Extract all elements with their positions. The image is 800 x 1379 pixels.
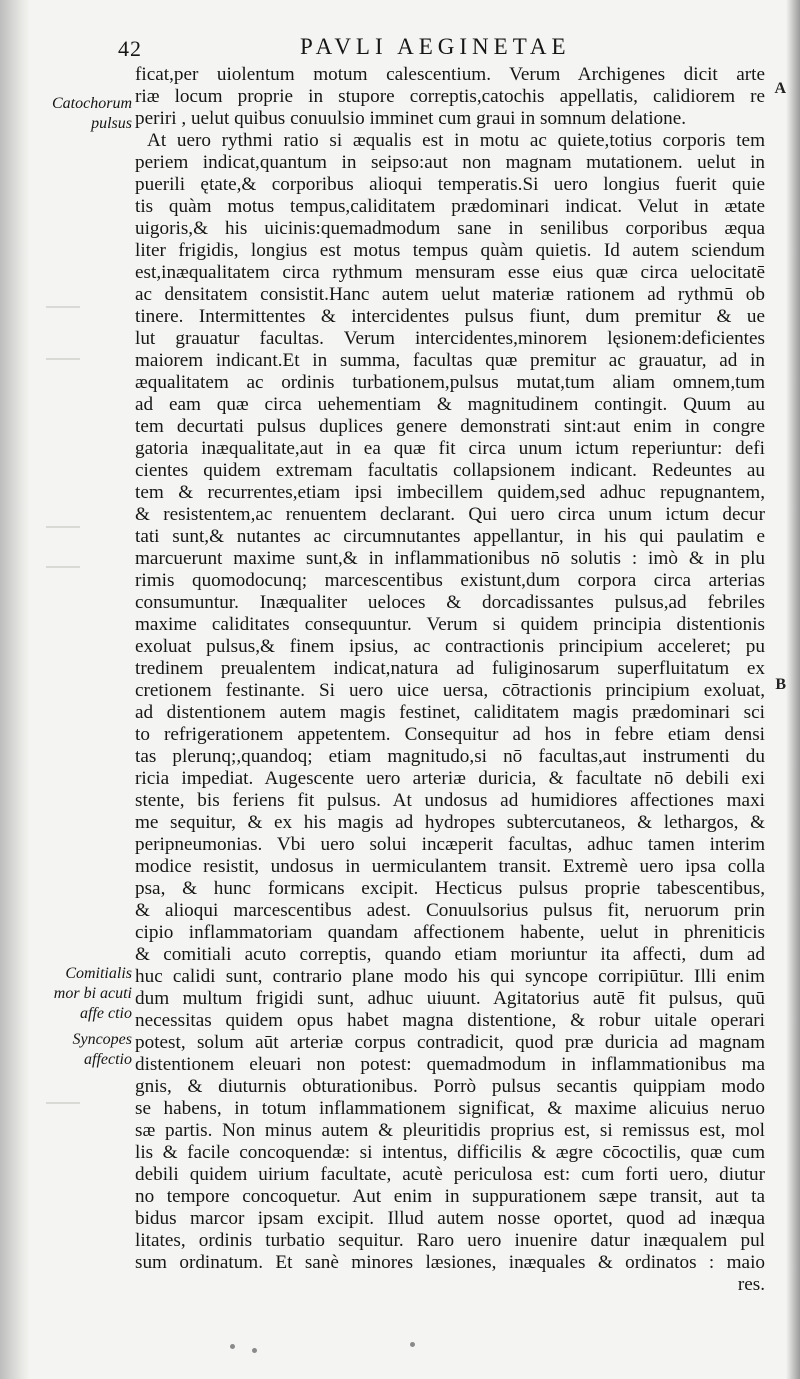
- text-line: tem & recurrentes,etiam ipsi imbecillem quidem,sed adhuc repugnantem,: [135, 482, 765, 503]
- text-line: periri , uelut quibus conuulsio imminet cum graui in somnum delatione.: [135, 108, 687, 129]
- text-line: cipio inflammatoriam quandam affectionem habente, uelut in phreniticis: [135, 922, 765, 943]
- text-line: ricia impediat. Augescente uero arteriæ duricia, & facultate nō debili exi: [135, 768, 765, 789]
- text-line: me sequitur, & ex his magis ad hydropes subtercutaneos, & lethargos, &: [135, 812, 765, 833]
- text-line: rimis quomodocunq; marcescentibus existunt,dum corpora circa arterias: [135, 570, 765, 591]
- text-line: lis & facile concoquendæ: si intentus, difficilis & ægre cōcoctilis, quæ cum: [135, 1142, 765, 1163]
- text-line: sum ordinatum. Et sanè minores læsiones, inæquales & ordinatos : maio: [135, 1252, 765, 1273]
- text-line: gatoria inæqualitate,aut in ea quæ fit circa unum ictum reperiuntur: defi: [135, 438, 765, 459]
- bottom-smudges: [200, 1338, 600, 1358]
- text-line: dum multum frigidi sunt, adhuc uiuunt. Agitatorius autē fit pulsus, quū: [135, 988, 765, 1009]
- text-line: riæ locum proprie in stupore correptis,catochis appellatis, calidiorem re: [135, 86, 765, 107]
- text-line: litates, ordinis turbatio sequitur. Raro uero inuenire datur inæqualem pul: [135, 1230, 765, 1251]
- catchword: res.: [737, 1274, 765, 1295]
- margin-note-syncopes: Syncopes affectio: [72, 1031, 132, 1068]
- text-line: maxime caliditates consequuntur. Verum si quidem principia distentionis: [135, 614, 765, 635]
- text-line: uigoris,& his uicinis:quemadmodum sane in senilibus corporibus æqua: [135, 218, 765, 239]
- text-line: maiorem indicant.Et in summa, facultas quæ premitur ac grauatur, ad in: [135, 350, 765, 371]
- text-line: puerili ętate,& corporibus alioqui temperatis.Si uero longius fuerit quie: [135, 174, 765, 195]
- text-line: æqualitatem ac ordinis turbationem,pulsus mutat,tum aliam omnem,tum: [135, 372, 765, 393]
- text-line: ad distentionem autem magis festinet, caliditatem magis prædominari sci: [135, 702, 765, 723]
- text-line: consumuntur. Inæqualiter ueloces & dorcadissantes pulsus,ad febriles: [135, 592, 765, 613]
- text-line: & resistentem,ac renuentem declarant. Qui uero circa unum ictum decur: [135, 504, 765, 525]
- text-line: tas plerunq;,quandoq; etiam magnitudo,si nō facultas,aut instrumenti du: [135, 746, 765, 767]
- text-line: debili quidem uirium facultate, acutè periculosa est: cum forti uero, diutur: [135, 1164, 765, 1185]
- text-line: to refrigerationem appetentem. Consequitur ad hos in febre etiam densi: [135, 724, 765, 745]
- text-line: necessitas quidem opus habet magna distentione, & robur uitale operari: [135, 1010, 765, 1031]
- section-marker-a: A: [774, 80, 786, 97]
- running-title: PAVLI AEGINETAE: [300, 34, 571, 59]
- page-number: 42: [118, 36, 142, 61]
- text-line: se habens, in totum inflammationem significat, & maxime alicuius neruo: [135, 1098, 765, 1119]
- margin-note-catochorum: Catochorum pulsus: [52, 95, 132, 132]
- margin-notes: [40, 66, 132, 1316]
- text-line: cretionem festinante. Si uero uice uersa, cōtractionis principium exoluat,: [135, 680, 765, 701]
- text-line: cientes quidem extremam facultatis collapsionem indicant. Redeuntes au: [135, 460, 765, 481]
- section-marker-b: B: [775, 676, 786, 693]
- text-line: & comitiali acuto correptis, quando etiam moriuntur ita affecti, dum ad: [135, 944, 765, 965]
- text-line: est,inæqualitatem circa rythmum mensuram esse eius quæ circa uelocitatē: [135, 262, 765, 283]
- body-text: [135, 64, 765, 1296]
- text-line: distentionem eleuari non potest: quemadmodum in inflammationibus ma: [135, 1054, 765, 1075]
- text-line: ac densitatem consistit.Hanc autem uelut materiæ rationem ad rythmū ob: [135, 284, 765, 305]
- text-line: tinere. Intermittentes & intercidentes pulsus fiunt, dum premitur & ue: [135, 306, 765, 327]
- text-line: tati sunt,& nutantes ac circumnutantes appellantur, in his qui paulatim e: [135, 526, 765, 547]
- text-line: bidus marcor ipsam excipit. Illud autem nosse oportet, quod ad inæqua: [135, 1208, 765, 1229]
- text-line: no tempore concoquetur. Aut enim in suppurationem sæpe transit, aut ta: [135, 1186, 765, 1207]
- text-line: tem decurtati pulsus duplices genere demonstrati sint:aut enim in congre: [135, 416, 765, 437]
- text-line: tis quàm motus tempus,caliditatem prædominari indicat. Velut in ætate: [135, 196, 765, 217]
- text-line: exoluat pulsus,& finem ipsius, ac contractionis principium acceleret; pu: [135, 636, 765, 657]
- text-line: periem indicat,quantum in seipso:aut non magnam mutationem. uelut in: [135, 152, 765, 173]
- text-line: liter frigidis, longius est motus tempus quàm quietis. Id autem sciendum: [135, 240, 765, 261]
- text-line: psa, & hunc formicans excipit. Hecticus pulsus proprie tabescentibus,: [135, 878, 765, 899]
- text-line: tredinem preualentem indicat,natura ad fuliginosarum superfluitatum ex: [135, 658, 765, 679]
- text-line: modice resistit, undosus in uermiculantem transit. Extremè uero ipsa colla: [135, 856, 765, 877]
- text-line: ficat,per uiolentum motum calescentium. Verum Archigenes dicit arte: [135, 64, 765, 85]
- text-line: lut grauatur facultas. Verum intercidentes,minorem lęsionem:deficientes: [135, 328, 765, 349]
- text-line: huc calidi sunt, contrario plane modo his qui syncope corripiūtur. Illi enim: [135, 966, 765, 987]
- text-line: potest, solum aūt arteriæ corpus contradicit, quod præ duricia ad magnam: [135, 1032, 765, 1053]
- text-line: At uero rythmi ratio si æqualis est in motu ac quiete,totius corporis tem: [147, 130, 765, 151]
- text-line: sæ partis. Non minus autem & pleuritidis proprius est, si remissus est, mol: [135, 1120, 765, 1141]
- text-line: peripneumonias. Vbi uero solui incæperit facultas, adhuc tamen interim: [135, 834, 765, 855]
- text-line: gnis, & diuturnis obturationibus. Porrò pulsus secantis quippiam modo: [135, 1076, 765, 1097]
- text-line: ad eam quæ circa uehementiam & magnitudinem contingit. Quum au: [135, 394, 765, 415]
- text-line: marcuerunt maxime sunt,& in inflammationibus nō solutis : imò & in plu: [135, 548, 765, 569]
- text-line: & alioqui marcescentibus adest. Conuulsorius pulsus fit, neruorum prin: [135, 900, 765, 921]
- page-header: [0, 30, 800, 64]
- margin-note-comitialis: Comitialis mor bi acuti affe ctio: [53, 965, 132, 1022]
- text-line: stente, bis feriens fit pulsus. At undosus ad humidiores affectiones maxi: [135, 790, 765, 811]
